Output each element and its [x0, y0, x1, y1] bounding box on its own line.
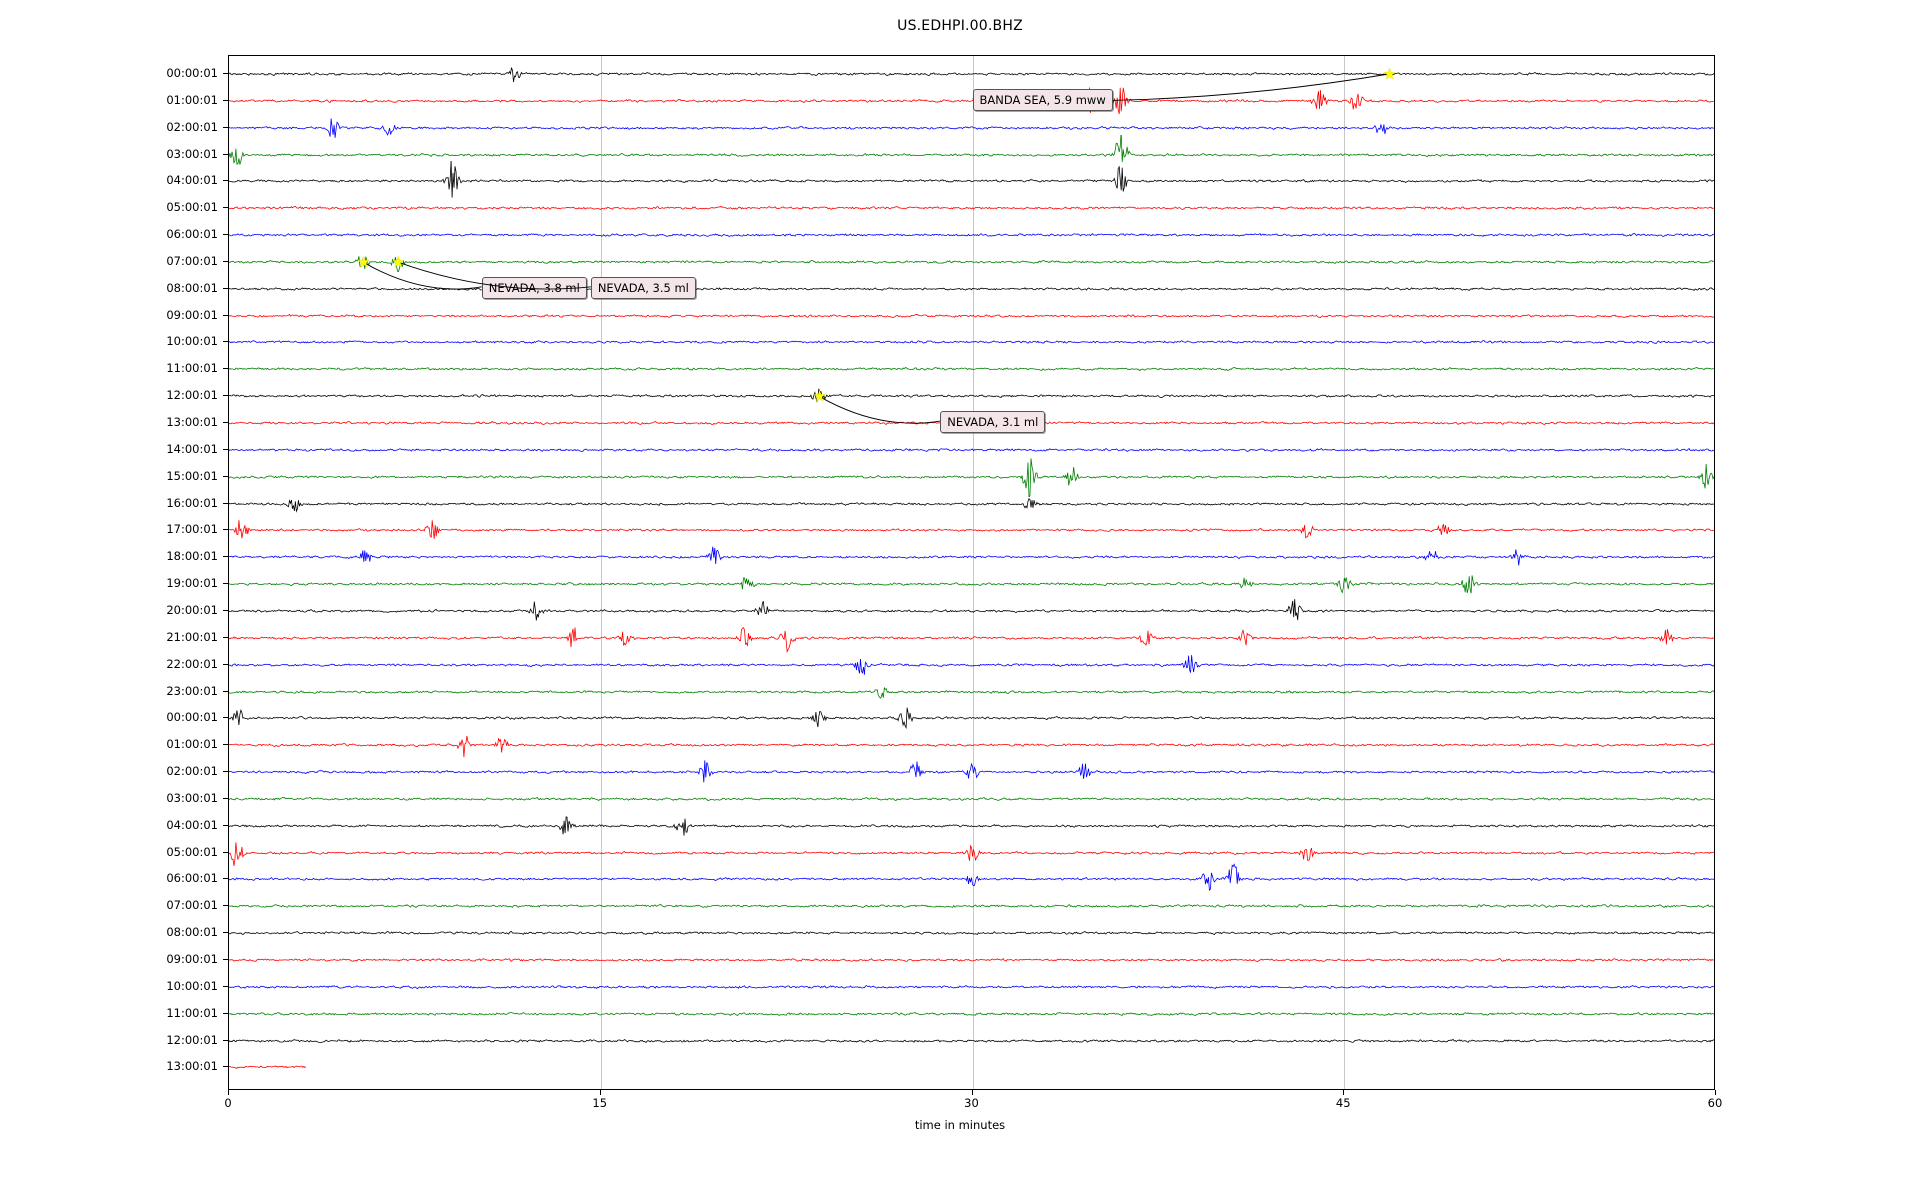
x-tick-label: 0: [224, 1096, 232, 1110]
y-tick-label: 00:00:01: [166, 710, 218, 725]
event-star-marker[interactable]: ★: [391, 252, 405, 271]
y-tick-label: 20:00:01: [166, 602, 218, 617]
y-tick-mark: [223, 1013, 228, 1014]
x-tick-mark: [1343, 1090, 1344, 1095]
y-tick-mark: [223, 664, 228, 665]
y-tick-mark: [223, 852, 228, 853]
y-tick-mark: [223, 744, 228, 745]
y-tick-mark: [223, 610, 228, 611]
y-tick-mark: [223, 315, 228, 316]
y-tick-mark: [223, 637, 228, 638]
y-tick-label: 05:00:01: [166, 200, 218, 215]
y-tick-label: 16:00:01: [166, 495, 218, 510]
event-star-marker[interactable]: ★: [812, 387, 827, 406]
y-tick-label: 22:00:01: [166, 656, 218, 671]
y-tick-label: 07:00:01: [166, 253, 218, 268]
y-tick-label: 04:00:01: [166, 173, 218, 188]
y-tick-mark: [223, 207, 228, 208]
page-title: US.EDHPI.00.BHZ: [897, 18, 1023, 34]
y-tick-label: 12:00:01: [166, 388, 218, 403]
y-tick-label: 23:00:01: [166, 683, 218, 698]
event-label[interactable]: BANDA SEA, 5.9 mww: [973, 89, 1113, 111]
y-tick-label: 13:00:01: [166, 415, 218, 430]
y-tick-label: 05:00:01: [166, 844, 218, 859]
y-tick-label: 00:00:01: [166, 66, 218, 80]
y-tick-label: 08:00:01: [166, 280, 218, 295]
x-tick-label: 45: [1335, 1096, 1351, 1110]
y-tick-label: 18:00:01: [166, 549, 218, 564]
y-tick-label: 01:00:01: [166, 92, 218, 107]
x-tick-label: 30: [964, 1096, 979, 1110]
y-tick-mark: [223, 73, 228, 74]
y-tick-label: 08:00:01: [166, 925, 218, 940]
y-tick-label: 10:00:01: [166, 334, 218, 349]
event-label[interactable]: NEVADA, 3.5 ml: [591, 277, 696, 299]
y-tick-mark: [223, 422, 228, 423]
x-tick-label: 60: [1707, 1096, 1723, 1110]
y-tick-label: 03:00:01: [166, 790, 218, 805]
y-tick-mark: [223, 395, 228, 396]
y-tick-label: 13:00:01: [166, 1059, 218, 1074]
y-tick-mark: [223, 878, 228, 879]
y-tick-mark: [223, 154, 228, 155]
y-tick-mark: [223, 825, 228, 826]
y-tick-mark: [223, 180, 228, 181]
event-label[interactable]: NEVADA, 3.8 ml: [482, 277, 587, 299]
y-tick-label: 06:00:01: [166, 871, 218, 886]
y-tick-label: 06:00:01: [166, 227, 218, 242]
y-tick-label: 09:00:01: [166, 307, 218, 322]
x-tick-mark: [1715, 1090, 1716, 1095]
plot-area: [228, 55, 1715, 1090]
y-tick-mark: [223, 771, 228, 772]
y-tick-mark: [223, 691, 228, 692]
y-tick-label: 11:00:01: [166, 1005, 218, 1020]
y-tick-mark: [223, 959, 228, 960]
x-tick-mark: [228, 1090, 229, 1095]
y-tick-mark: [223, 717, 228, 718]
y-tick-label: 17:00:01: [166, 522, 218, 537]
y-tick-label: 15:00:01: [166, 468, 218, 483]
x-tick-mark: [972, 1090, 973, 1095]
y-tick-mark: [223, 798, 228, 799]
y-tick-label: 19:00:01: [166, 576, 218, 591]
y-tick-label: 04:00:01: [166, 817, 218, 832]
y-tick-mark: [223, 1040, 228, 1041]
y-tick-label: 07:00:01: [166, 898, 218, 913]
y-tick-label: 09:00:01: [166, 951, 218, 966]
y-tick-mark: [223, 932, 228, 933]
event-star-marker[interactable]: ★: [356, 252, 371, 271]
y-tick-mark: [223, 583, 228, 584]
x-tick-label: 15: [592, 1096, 608, 1110]
y-tick-label: 03:00:01: [166, 146, 218, 161]
y-tick-mark: [223, 234, 228, 235]
y-tick-mark: [223, 529, 228, 530]
y-tick-label: 14:00:01: [166, 441, 218, 456]
y-tick-mark: [223, 341, 228, 342]
y-tick-label: 01:00:01: [166, 737, 218, 752]
y-tick-label: 02:00:01: [166, 119, 218, 134]
y-tick-mark: [223, 905, 228, 906]
y-tick-label: 10:00:01: [166, 978, 218, 993]
y-tick-mark: [223, 261, 228, 262]
y-tick-mark: [223, 368, 228, 369]
y-tick-mark: [223, 556, 228, 557]
y-tick-mark: [223, 503, 228, 504]
event-star-marker[interactable]: ★: [1382, 65, 1397, 83]
seismic-trace: [229, 1047, 1715, 1087]
y-tick-mark: [223, 986, 228, 987]
y-tick-mark: [223, 1066, 228, 1067]
event-label[interactable]: NEVADA, 3.1 ml: [940, 411, 1045, 433]
y-tick-mark: [223, 449, 228, 450]
y-tick-label: 02:00:01: [166, 764, 218, 779]
y-tick-mark: [223, 288, 228, 289]
y-tick-mark: [223, 127, 228, 128]
y-tick-mark: [223, 476, 228, 477]
y-tick-label: 11:00:01: [166, 361, 218, 376]
x-axis-label: time in minutes: [914, 1118, 1006, 1132]
y-tick-label: 21:00:01: [166, 629, 218, 644]
y-tick-label: 12:00:01: [166, 1032, 218, 1047]
y-tick-mark: [223, 100, 228, 101]
x-tick-mark: [600, 1090, 601, 1095]
